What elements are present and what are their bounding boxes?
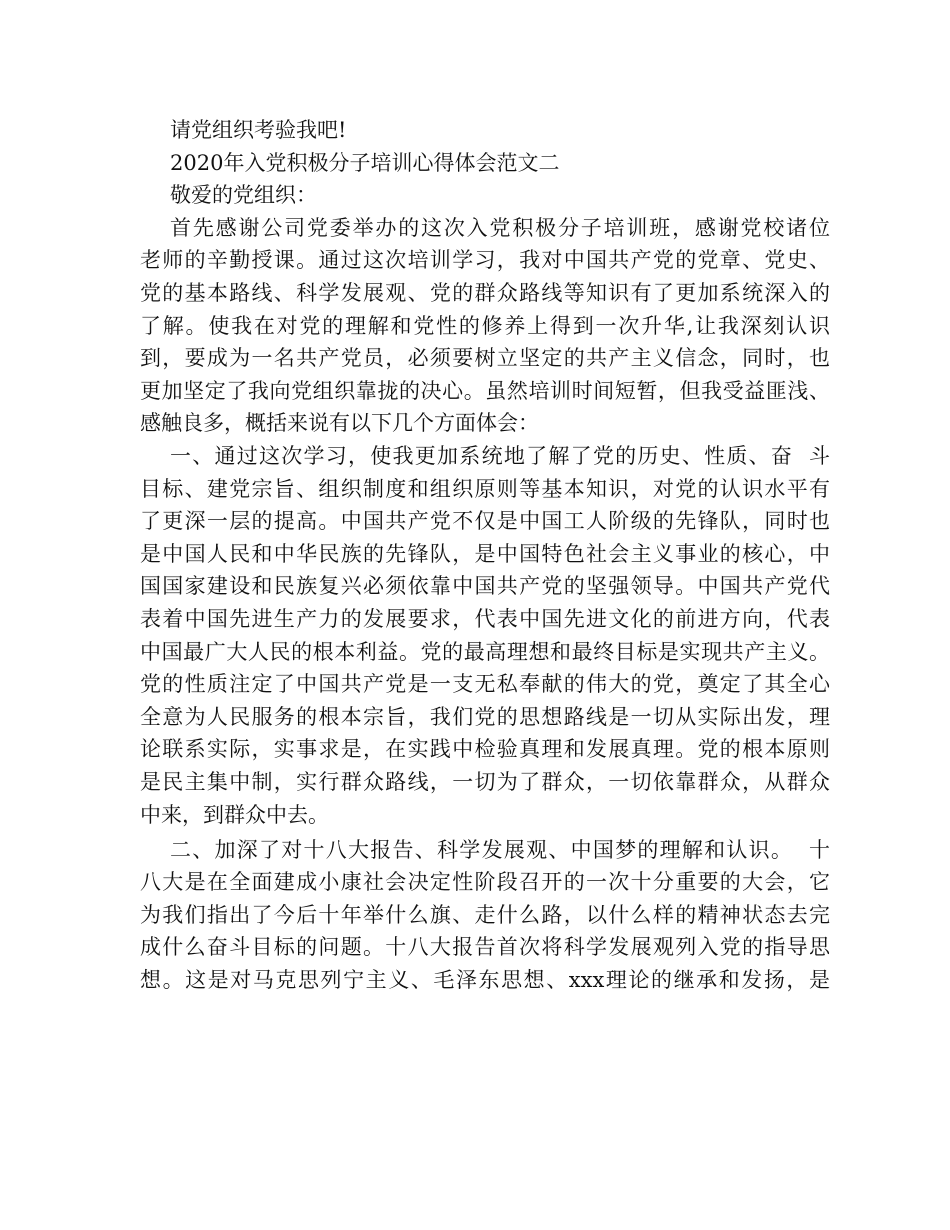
paragraph-3-line: 八大是在全面建成小康社会决定性阶段召开的一次十分重要的大会，它 (140, 870, 830, 895)
paragraph-3-line: 为我们指出了今后十年举什么旗、走什么路，以什么样的精神状态去完 (140, 902, 830, 927)
paragraph-3-line: 成什么奋斗目标的问题。十八大报告首次将科学发展观列入党的指导思 (140, 935, 830, 960)
paragraph-1-line: 了解。使我在对党的理解和党性的修养上得到一次升华,让我深刻认识 (140, 313, 830, 338)
paragraph-2-line: 国国家建设和民族复兴必须依靠中国共产党的坚强领导。中国共产党代 (140, 574, 830, 599)
paragraph-2-line: 论联系实际，实事求是，在实践中检验真理和发展真理。党的根本原则 (140, 737, 830, 762)
paragraph-2-line: 目标、建党宗旨、组织制度和组织原则等基本知识，对党的认识水平有 (140, 476, 830, 501)
paragraph-1-line: 更加坚定了我向党组织靠拢的决心。虽然培训时间短暂，但我受益匪浅、 (140, 378, 830, 403)
paragraph-2-line: 表着中国先进生产力的发展要求，代表中国先进文化的前进方向，代表 (140, 606, 830, 631)
paragraph-3-line: 想。这是对马克思列宁主义、毛泽东思想、xxx理论的继承和发扬，是 (140, 968, 830, 993)
paragraph-1-line: 首先感谢公司党委举办的这次入党积极分子培训班，感谢党校诸位 (170, 215, 830, 240)
paragraph-2-line: 中来，到群众中去。 (140, 803, 329, 828)
document-body (140, 114, 830, 997)
paragraph-1-line: 到，要成为一名共产党员，必须要树立坚定的共产主义信念，同时，也 (140, 346, 830, 371)
essay-title: 2020年入党积极分子培训心得体会范文二 (170, 150, 560, 175)
paragraph-2-line: 中国最广大人民的根本利益。党的最高理想和最终目标是实现共产主义。 (140, 639, 830, 664)
paragraph-3-line: 二、加深了对十八大报告、科学发展观、中国梦的理解和认识。 十 (170, 837, 830, 862)
paragraph-2-line: 了更深一层的提高。中国共产党不仅是中国工人阶级的先锋队，同时也 (140, 509, 830, 534)
paragraph-1-line: 党的基本路线、科学发展观、党的群众路线等知识有了更加系统深入的 (140, 280, 830, 305)
paragraph-2-line: 是中国人民和中华民族的先锋队，是中国特色社会主义事业的核心，中 (140, 541, 830, 566)
paragraph-2-line: 党的性质注定了中国共产党是一支无私奉献的伟大的党，奠定了其全心 (140, 672, 830, 697)
paragraph-1-line: 感触良多，概括来说有以下几个方面体会： (140, 411, 539, 436)
paragraph-2-line: 一、通过这次学习，使我更加系统地了解了党的历史、性质、奋 斗 (170, 443, 830, 468)
paragraph-2-line: 全意为人民服务的根本宗旨，我们党的思想路线是一切从实际出发，理 (140, 704, 830, 729)
salutation: 敬爱的党组织： (170, 183, 317, 208)
closing-line: 请党组织考验我吧! (170, 118, 347, 142)
paragraph-2-line: 是民主集中制，实行群众路线，一切为了群众，一切依靠群众，从群众 (140, 769, 830, 794)
paragraph-1-line: 老师的辛勤授课。通过这次培训学习，我对中国共产党的党章、党史、 (140, 248, 830, 273)
